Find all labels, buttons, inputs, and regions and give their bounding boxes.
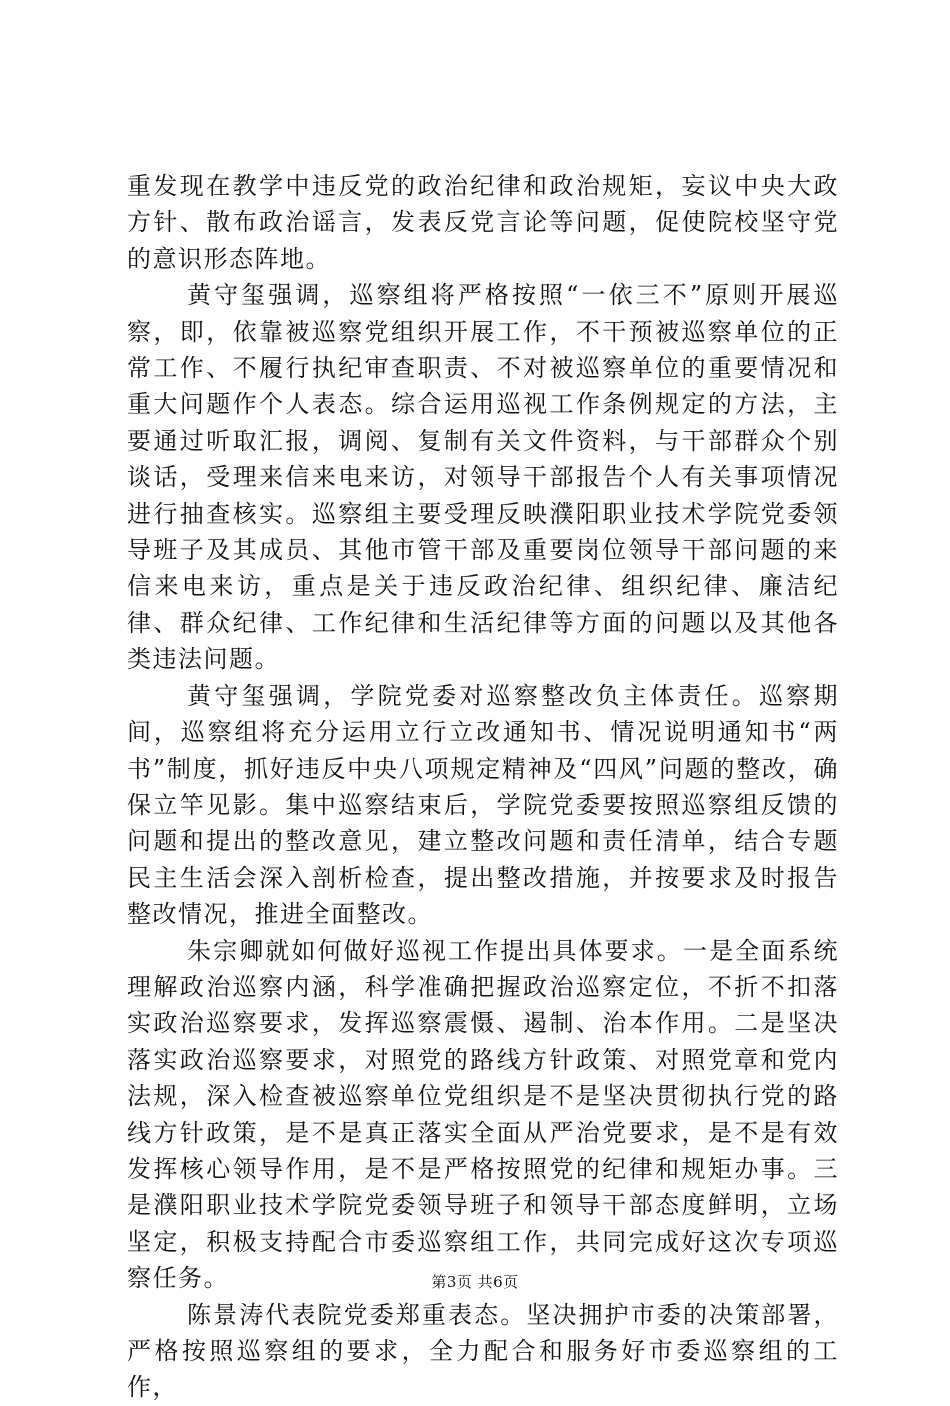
- paragraph-rectification-responsibility: 黄守玺强调，学院党委对巡察整改负主体责任。巡察期间，巡察组将充分运用立行立改通知书、情况说明通知书“两书”制度，抓好违反中央八项规定精神及“四风”问题的整改，确保立竿见影。集中巡察结束后，学院党委要按照巡察组反馈的问题和提出的整改意见，建立整改问题和责任清单，结合专题民主生活会深入剖析检查，提出整改措施，并按要求及时报告整改情况，推进全面整改。: [127, 681, 839, 929]
- paragraph-specific-requirements: 朱宗卿就如何做好巡视工作提出具体要求。一是全面系统理解政治巡察内涵，科学准确把握政治巡察定位，不折不扣落实政治巡察要求，发挥巡察震慑、遏制、治本作用。二是坚决落实政治巡察要求，对照党的路线方针政策、对照党章和党内法规，深入检查被巡察单位党组织是不是坚决贯彻执行党的路线方针政策，是不是真正落实全面从严治党要求，是不是有效发挥核心领导作用，是不是严格按照党的纪律和规矩办事。三是濮阳职业技术学院党委领导班子和领导干部态度鲜明，立场坚定，积极支持配合市委巡察组工作，共同完成好这次专项巡察任务。: [127, 936, 839, 1293]
- document-body: [127, 168, 839, 1406]
- paragraph-inspection-principles: 黄守玺强调，巡察组将严格按照“一依三不”原则开展巡察，即，依靠被巡察党组织开展工作，不干预被巡察单位的正常工作、不履行执纪审查职责、不对被巡察单位的重要情况和重大问题作个人表态。综合运用巡视工作条例规定的方法，主要通过听取汇报，调阅、复制有关文件资料，与干部群众个别谈话，受理来信来电来访，对领导干部报告个人有关事项情况进行抽查核实。巡察组主要受理反映濮阳职业技术学院党委领导班子及其成员、其他市管干部及重要岗位领导干部问题的来信来电来访，重点是关于违反政治纪律、组织纪律、廉洁纪律、群众纪律、工作纪律和生活纪律等方面的问题以及其他各类违法问题。: [127, 281, 839, 674]
- paragraph-continuation: 重发现在教学中违反党的政治纪律和政治规矩，妄议中央大政方针、散布政治谣言，发表反党言论等问题，促使院校坚守党的意识形态阵地。: [127, 172, 839, 273]
- paragraph-party-committee-statement: 陈景涛代表院党委郑重表态。坚决拥护市委的决策部署，严格按照巡察组的要求，全力配合和服务好市委巡察组的工作，: [127, 1300, 839, 1402]
- page-number-footer: 第3页 共6页: [431, 1273, 519, 1291]
